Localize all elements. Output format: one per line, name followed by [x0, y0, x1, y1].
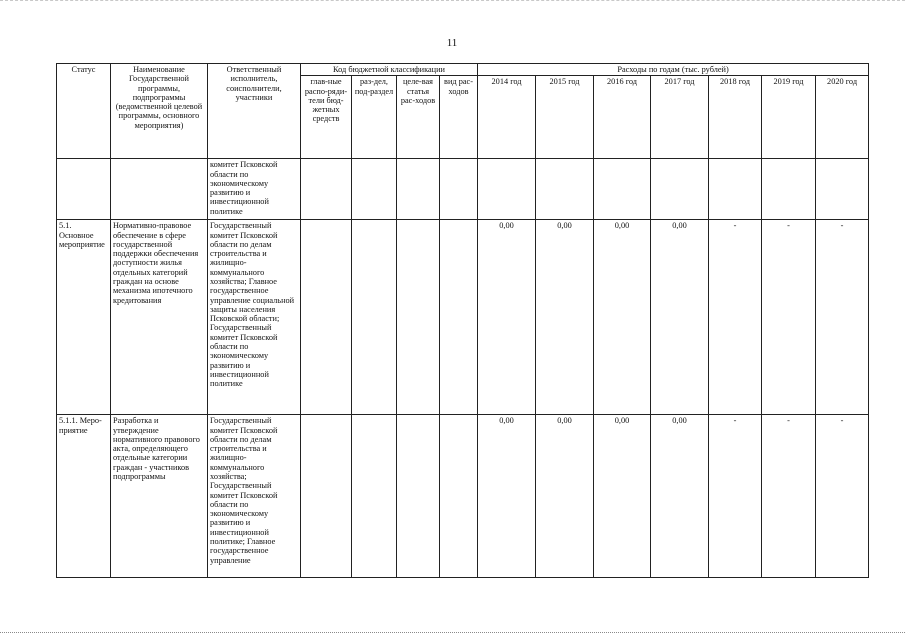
code-expense-type-cell [440, 220, 478, 415]
status-cell: 5.1. Основное мероприятие [57, 220, 111, 415]
page-number: 11 [446, 37, 458, 49]
header-year-2018: 2018 год [709, 76, 762, 159]
value-2017-cell [651, 159, 709, 220]
header-expense-type: вид рас-ходов [440, 76, 478, 159]
value-2014-cell: 0,00 [478, 220, 536, 415]
value-2020-cell: - [816, 220, 869, 415]
scan-bottom-edge [0, 632, 905, 634]
name-cell: Разработка и утверждение нормативного правового акта, определяющего отдельные категории граждан - участников подпрограммы [111, 415, 208, 578]
value-2015-cell [536, 159, 594, 220]
value-2017-cell: 0,00 [651, 415, 709, 578]
table-row [57, 415, 869, 578]
code-target-article-cell [397, 415, 440, 578]
code-target-article-cell [397, 159, 440, 220]
value-2020-cell [816, 159, 869, 220]
code-expense-type-cell [440, 159, 478, 220]
header-year-2015: 2015 год [536, 76, 594, 159]
value-2019-cell: - [762, 220, 816, 415]
header-section: раз-дел, под-раздел [352, 76, 397, 159]
value-2014-cell: 0,00 [478, 415, 536, 578]
responsible-cell: Государственный комитет Псковской области по делам строительства и жилищно-коммунального хозяйства; Главное государственное управление социальной защиты населения Псковской области; Государственный комитет Псковской области по экономическому развитию и инвестиционной политике [208, 220, 301, 415]
code-section-cell [352, 220, 397, 415]
header-budget-code: Код бюджетной классификации [301, 64, 478, 76]
responsible-cell: комитет Псковской области по экономическому развитию и инвестиционной политике [208, 159, 301, 220]
header-name: Наименование Государственной программы, подпрограммы (ведомственной целевой программы, основного мероприятия) [111, 64, 208, 159]
header-year-2016: 2016 год [594, 76, 651, 159]
code-section-cell [352, 159, 397, 220]
value-2014-cell [478, 159, 536, 220]
code-main-manager-cell [301, 220, 352, 415]
value-2015-cell: 0,00 [536, 220, 594, 415]
value-2018-cell [709, 159, 762, 220]
value-2016-cell: 0,00 [594, 415, 651, 578]
header-main-manager: глав-ные распо-ряди-тели бюд-жетных средств [301, 76, 352, 159]
name-cell [111, 159, 208, 220]
value-2019-cell [762, 159, 816, 220]
code-expense-type-cell [440, 415, 478, 578]
scan-top-edge [0, 0, 905, 2]
value-2016-cell [594, 159, 651, 220]
header-responsible: Ответственный исполнитель, соисполнители, участники [208, 64, 301, 159]
value-2019-cell: - [762, 415, 816, 578]
value-2020-cell: - [816, 415, 869, 578]
responsible-cell: Государственный комитет Псковской области по делам строительства и жилищно-коммунального хозяйства; Государственный комитет Псковской области по экономическому развитию и инвестиционной политике; Главное государственное управление [208, 415, 301, 578]
value-2018-cell: - [709, 220, 762, 415]
header-target-article: целе-вая статья рас-ходов [397, 76, 440, 159]
code-main-manager-cell [301, 159, 352, 220]
table-row [57, 220, 869, 415]
status-cell: 5.1.1. Меро-приятие [57, 415, 111, 578]
name-cell: Нормативно-правовое обеспечение в сфере государственной поддержки обеспечения доступности жилья отдельных категорий граждан на основе механизма ипотечного кредитования [111, 220, 208, 415]
code-section-cell [352, 415, 397, 578]
value-2018-cell: - [709, 415, 762, 578]
value-2017-cell: 0,00 [651, 220, 709, 415]
header-status: Статус [57, 64, 111, 159]
code-main-manager-cell [301, 415, 352, 578]
header-year-2020: 2020 год [816, 76, 869, 159]
budget-table [56, 63, 869, 578]
header-year-2019: 2019 год [762, 76, 816, 159]
header-year-2014: 2014 год [478, 76, 536, 159]
value-2015-cell: 0,00 [536, 415, 594, 578]
status-cell [57, 159, 111, 220]
code-target-article-cell [397, 220, 440, 415]
header-expenses: Расходы по годам (тыс. рублей) [478, 64, 869, 76]
header-year-2017: 2017 год [651, 76, 709, 159]
table-row [57, 159, 869, 220]
value-2016-cell: 0,00 [594, 220, 651, 415]
